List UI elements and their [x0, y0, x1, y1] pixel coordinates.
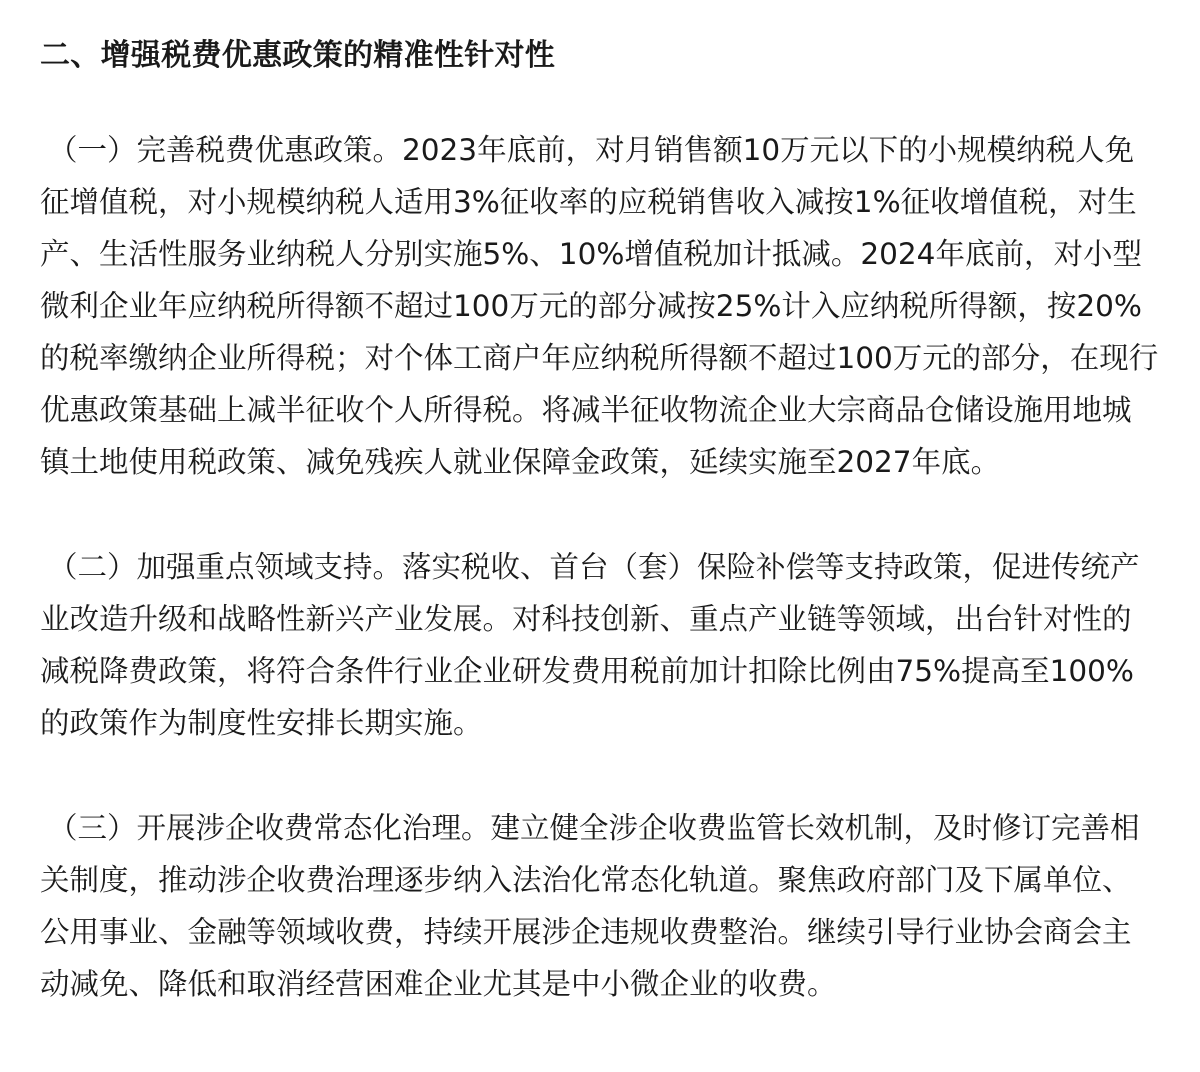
section-heading: 二、增强税费优惠政策的精准性针对性	[40, 38, 556, 73]
paragraph-1-text: （一）完善税费优惠政策。2023年底前，对月销售额10万元以下的小规模纳税人免征增值税，对小规模纳税人适用3%征收率的应税销售收入减按1%征收增值税，对生产、生活性服务业纳税人分别实施5%、10%增值税加计抵减。2024年底前，对小型微利企业年应纳税所得额不超过100万元的部分减按25%计入应纳税所得额，按20%的税率缴纳企业所得税；对个体工商户年应纳税所得额不超过100万元的部分，在现行优惠政策基础上减半征收个人所得税。将减半征收物流企业大宗商品仓储设施用地城镇土地使用税政策、减免残疾人就业保障金政策，延续实施至2027年底。	[40, 133, 1159, 479]
paragraph-2-text: （二）加强重点领域支持。落实税收、首台（套）保险补偿等支持政策，促进传统产业改造升级和战略性新兴产业发展。对科技创新、重点产业链等领域，出台针对性的减税降费政策，将符合条件行业企业研发费用税前加计扣除比例由75%提高至100%的政策作为制度性安排长期实施。	[40, 550, 1140, 740]
paragraph-3	[40, 802, 1160, 1010]
paragraph-2	[40, 541, 1160, 749]
paragraph-1	[40, 124, 1160, 488]
paragraph-3-text: （三）开展涉企收费常态化治理。建立健全涉企收费监管长效机制，及时修订完善相关制度，推动涉企收费治理逐步纳入法治化常态化轨道。聚焦政府部门及下属单位、公用事业、金融等领域收费，持续开展涉企违规收费整治。继续引导行业协会商会主动减免、降低和取消经营困难企业尤其是中小微企业的收费。	[40, 811, 1140, 1001]
